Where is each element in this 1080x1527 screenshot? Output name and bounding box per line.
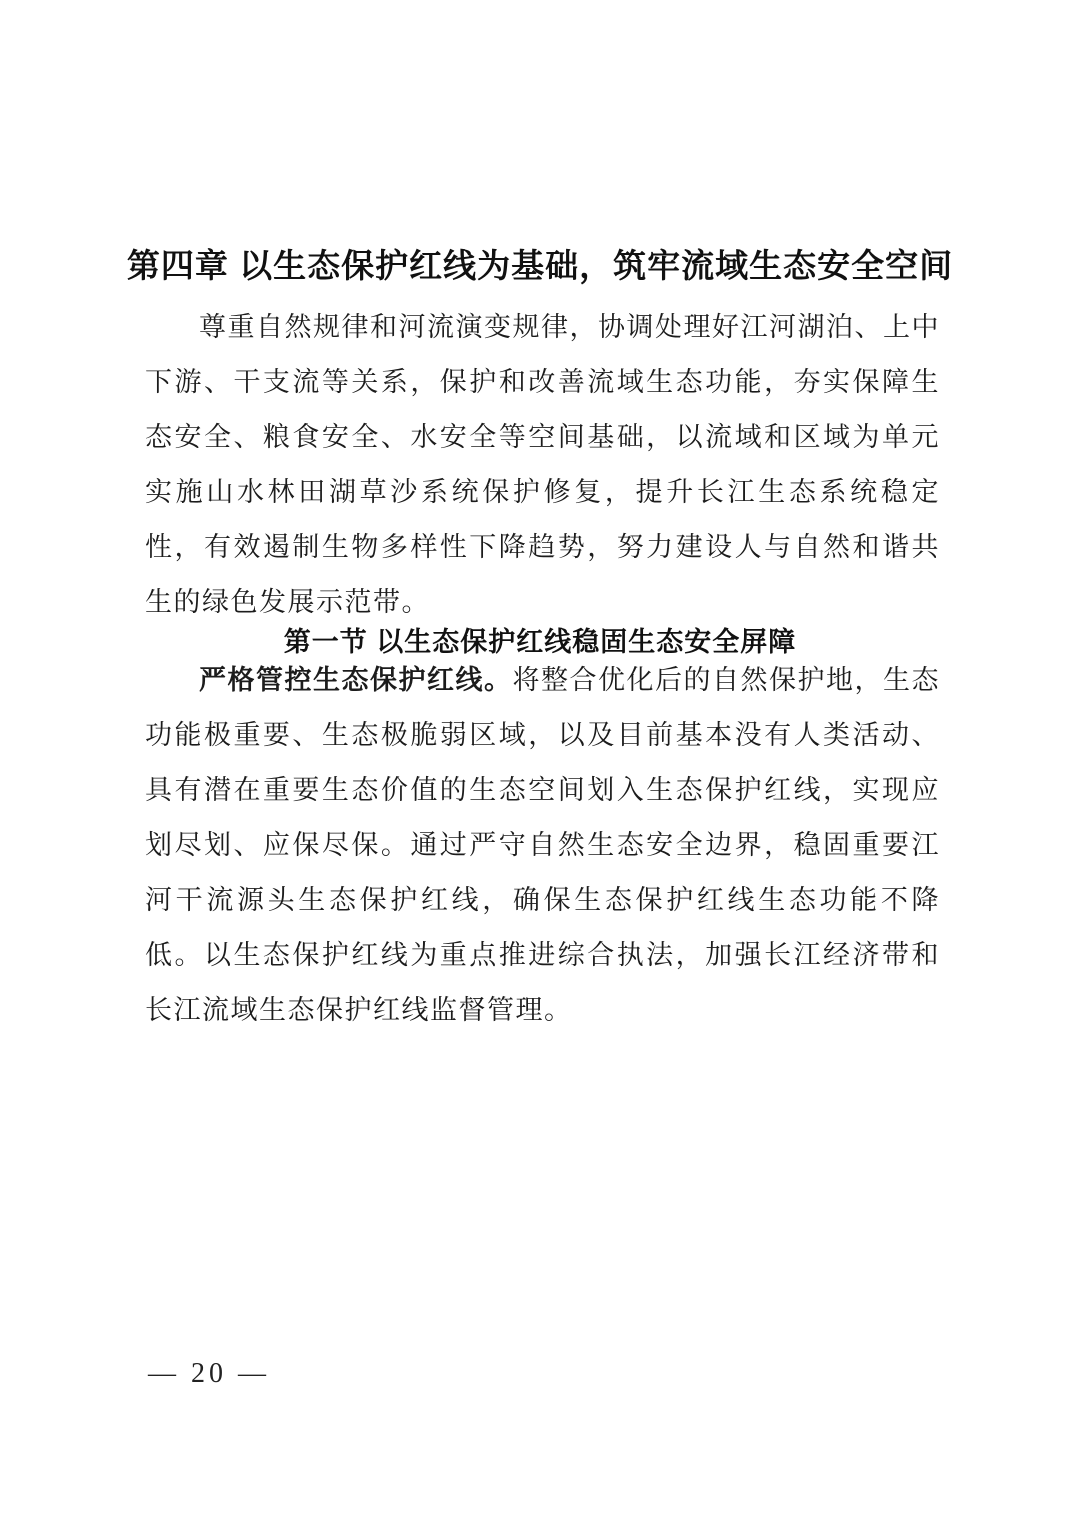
paragraph-section-body bbox=[145, 653, 940, 1038]
paragraph-lead-sentence: 严格管控生态保护红线。 bbox=[199, 665, 513, 695]
section-title: 第一节 以生态保护红线稳固生态安全屏障 bbox=[283, 627, 797, 658]
chapter-title: 第四章 以生态保护红线为基础，筑牢流域生态安全空间 bbox=[126, 247, 954, 285]
page-number: — 20 — bbox=[148, 1358, 270, 1389]
paragraph-intro: 尊重自然规律和河流演变规律，协调处理好江河湖泊、上中下游、干支流等关系，保护和改善流域生态功能，夯实保障生态安全、粮食安全、水安全等空间基础，以流域和区域为单元实施山水林田湖草沙系统保护修复，提升长江生态系统稳定性，有效遏制生物多样性下降趋势，努力建设人与自然和谐共生的绿色发展示范带。 bbox=[145, 312, 940, 617]
paragraph-rest-text: 将整合优化后的自然保护地，生态功能极重要、生态极脆弱区域，以及目前基本没有人类活动、具有潜在重要生态价值的生态空间划入生态保护红线，实现应划尽划、应保尽保。通过严守自然生态安全边界，稳固重要江河干流源头生态保护红线，确保生态保护红线生态功能不降低。以生态保护红线为重点推进综合执法，加强长江经济带和长江流域生态保护红线监督管理。 bbox=[145, 665, 940, 1025]
